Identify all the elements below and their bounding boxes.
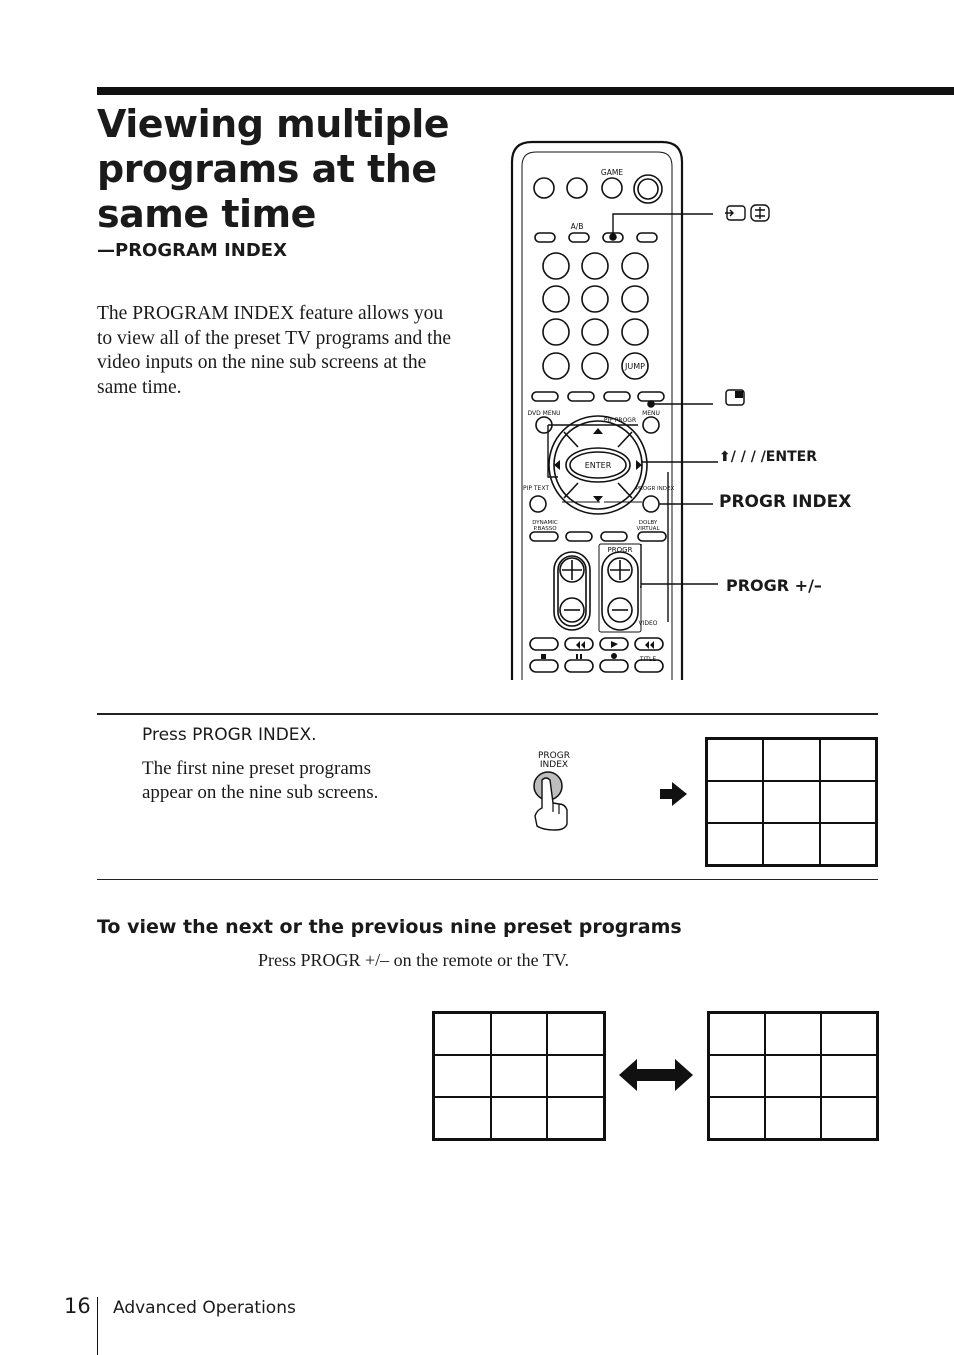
sub-screen [763,823,819,865]
intro-paragraph: The PROGRAM INDEX feature allows you to view all of the preset TV programs and the video inputs on the nine sub screens at the same time. [97,303,451,398]
sub-screen [434,1097,491,1139]
sub-screen [765,1013,821,1055]
sub-screens-grid-left [432,1011,606,1141]
remote-p-basso-label: P.BASSO [533,526,557,532]
sub-screen [491,1013,548,1055]
sub-screen [434,1055,491,1097]
sub-screen [709,1097,765,1139]
remote-dvd-menu-label: DVD MENU [527,410,561,417]
remote-pip-progr-label: PIP PROGR [603,417,637,424]
step-bottom-rule [97,879,878,880]
button-label-line2: INDEX [539,760,569,770]
sub-screen [821,1013,877,1055]
callout-progr-index: PROGR INDEX [719,492,852,512]
sub-screen [709,1013,765,1055]
footer-section-name: Advanced Operations [113,1298,296,1318]
sub-screen [547,1055,604,1097]
remote-title-label: TITLE [639,656,657,663]
callout-pip-button [724,388,748,412]
sub-screen [707,739,763,781]
page-title: Viewing multiple programs at the same time [97,102,450,236]
double-arrow-icon [619,1059,693,1091]
sub-screen [821,1097,877,1139]
sub-screen [707,781,763,823]
sub-screen [763,781,819,823]
sub-screen [547,1097,604,1139]
callout-direction-buttons [719,449,817,465]
step-heading: Press PROGR INDEX. [142,725,317,745]
sub-screen [821,1055,877,1097]
callout-progr-plus-minus: PROGR +/– [726,576,822,595]
remote-dynamic-label: DYNAMIC [532,520,558,526]
page-number: 16 [64,1294,91,1318]
sub-screens-grid-right [707,1011,879,1141]
page-subtitle: —PROGRAM INDEX [97,240,287,261]
top-rule [97,87,954,95]
step-body: The first nine preset programs appear on the nine sub screens. [142,758,379,803]
sub-screen [820,781,876,823]
remote-progr-label: PROGR [607,546,633,554]
step-top-rule [97,713,878,715]
footer-divider [97,1297,98,1355]
remote-jump-label: JUMP [625,362,645,371]
remote-video-label: VIDEO [638,620,658,627]
section-heading: To view the next or the previous nine preset programs [97,916,682,938]
section-body: Press PROGR +/– on the remote or the TV. [258,950,569,970]
sub-screen [709,1055,765,1097]
pip-window-icon [724,388,748,408]
sub-screen [820,823,876,865]
remote-game-label: GAME [600,168,624,177]
sub-screen [820,739,876,781]
remote-virtual-label: VIRTUAL [636,526,660,532]
sub-screen [547,1013,604,1055]
remote-control-illustration [508,132,858,682]
sub-screen [491,1055,548,1097]
callout-pip-icons [724,202,774,228]
sub-screen [765,1055,821,1097]
button-label-line1: PROGR [538,751,570,761]
direction-callout-text: / / / /ENTER [730,449,817,465]
pip-swap-icon [724,202,774,224]
arrow-right-icon [660,782,688,806]
remote-pip-text-label: PIP TEXT [522,485,550,492]
remote-progr-index-label: PROGR INDEX [635,486,675,492]
sub-screen [763,739,819,781]
sub-screen [491,1097,548,1139]
sub-screens-grid [705,737,878,867]
remote-dolby-label: DOLBY [638,520,658,526]
remote-enter-label: ENTER [584,461,612,470]
sub-screen [434,1013,491,1055]
arrow-up-icon: ⬆ [719,449,731,465]
sub-screen [707,823,763,865]
sub-screen [765,1097,821,1139]
remote-ab-label: A/B [570,222,584,231]
progr-index-button-hand-illustration [525,748,585,838]
remote-menu-label: MENU [642,410,660,417]
